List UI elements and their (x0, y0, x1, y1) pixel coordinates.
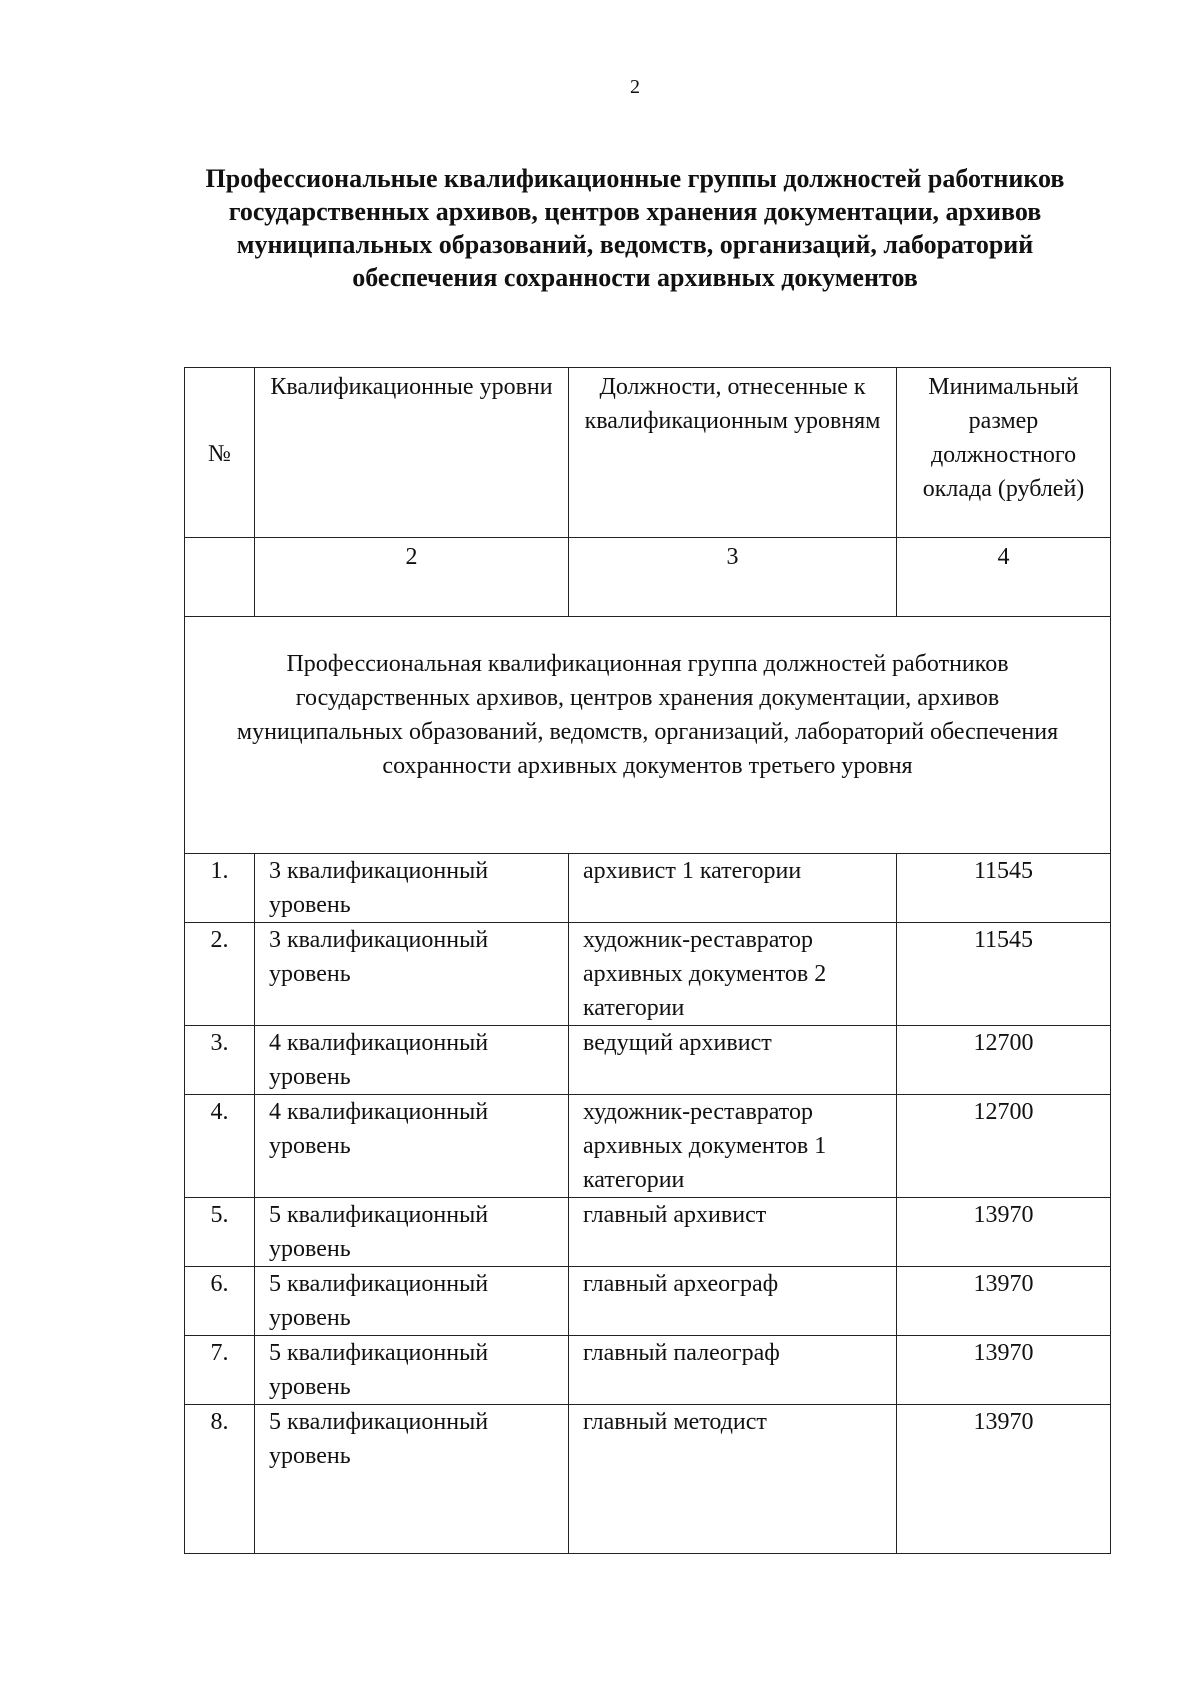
row-number-cell (185, 1267, 255, 1336)
qualification-level-cell (255, 1198, 569, 1267)
table-row (185, 1026, 1111, 1095)
table-row (185, 1405, 1111, 1554)
position-name: архивист 1 категории (583, 858, 802, 884)
row-number-cell (185, 923, 255, 1026)
header-levels (255, 368, 569, 538)
group-title-cell (185, 617, 1111, 854)
salary-value-cell (897, 1026, 1111, 1095)
column-number-2 (255, 538, 569, 617)
salary-value-cell (897, 1095, 1111, 1198)
qualification-level-cell (255, 1095, 569, 1198)
column-number-row (185, 538, 1111, 617)
position-name: художник-реставратор архивных документов 1 категории (583, 1099, 827, 1193)
salary-value-cell (897, 1198, 1111, 1267)
position-name-cell (569, 1198, 897, 1267)
column-number-4-label: 4 (997, 544, 1010, 570)
header-number (185, 368, 255, 538)
column-number-1-label (185, 538, 254, 540)
column-number-3 (569, 538, 897, 617)
column-number-3-label: 3 (726, 544, 739, 570)
position-name: главный методист (583, 1409, 767, 1435)
row-number-cell (185, 1336, 255, 1405)
qualification-level: 5 квалификационный уровень (269, 1202, 489, 1262)
page-number: 2 (630, 76, 640, 98)
qualification-level-cell (255, 1336, 569, 1405)
qualification-level-cell (255, 923, 569, 1026)
document-title: Профессиональные квалификационные группы должностей работников государственных архивов, центров хранения документации, архивов муниципальных образований, ведомств, организаций, лабораторий обеспечения сохранности архивных документов (205, 164, 1065, 292)
table-row (185, 1198, 1111, 1267)
position-name: ведущий архивист (583, 1030, 772, 1056)
row-number: 5. (210, 1202, 229, 1228)
row-number: 6. (210, 1271, 229, 1297)
salary-value: 11545 (973, 927, 1034, 953)
row-number: 4. (210, 1099, 229, 1125)
salary-value-cell (897, 923, 1111, 1026)
row-number: 7. (210, 1340, 229, 1366)
group-title-row (185, 617, 1111, 854)
table-row (185, 1267, 1111, 1336)
header-salary (897, 368, 1111, 538)
qualification-level: 5 квалификационный уровень (269, 1271, 489, 1331)
qualification-level-cell (255, 1405, 569, 1554)
qualification-level: 4 квалификационный уровень (269, 1099, 489, 1159)
row-number: 8. (210, 1409, 229, 1435)
position-name-cell (569, 1026, 897, 1095)
table-row (185, 923, 1111, 1026)
position-name-cell (569, 1336, 897, 1405)
header-number-label: № (208, 440, 231, 467)
salary-table (184, 367, 1111, 1554)
position-name: художник-реставратор архивных документов 2 категории (583, 927, 827, 1021)
header-salary-label: Минимальный размер должностного оклада (рублей) (922, 374, 1085, 502)
salary-value: 12700 (973, 1030, 1034, 1056)
position-name-cell (569, 1405, 897, 1554)
row-number-cell (185, 1405, 255, 1554)
header-positions-label: Должности, отнесенные к квалификационным уровням (584, 374, 881, 434)
qualification-level: 5 квалификационный уровень (269, 1409, 489, 1469)
salary-value: 13970 (973, 1271, 1034, 1297)
salary-value-cell (897, 1336, 1111, 1405)
position-name-cell (569, 1267, 897, 1336)
salary-value: 11545 (973, 858, 1034, 884)
row-number-cell (185, 1198, 255, 1267)
salary-value: 13970 (973, 1409, 1034, 1435)
salary-value: 13970 (973, 1202, 1034, 1228)
header-positions (569, 368, 897, 538)
table-body (185, 854, 1111, 1554)
qualification-level-cell (255, 1267, 569, 1336)
header-levels-label: Квалификационные уровни (270, 374, 553, 400)
salary-value-cell (897, 854, 1111, 923)
row-number-cell (185, 854, 255, 923)
position-name: главный палеограф (583, 1340, 780, 1366)
row-number: 3. (210, 1030, 229, 1056)
qualification-level-cell (255, 1026, 569, 1095)
qualification-level: 3 квалификационный уровень (269, 927, 489, 987)
position-name-cell (569, 854, 897, 923)
position-name-cell (569, 1095, 897, 1198)
table-header-row (185, 368, 1111, 538)
table-row (185, 1336, 1111, 1405)
salary-value-cell (897, 1405, 1111, 1554)
row-number: 1. (210, 858, 229, 884)
position-name: главный архивист (583, 1202, 767, 1228)
qualification-level-cell (255, 854, 569, 923)
salary-value-cell (897, 1267, 1111, 1336)
table-row (185, 854, 1111, 923)
position-name: главный археограф (583, 1271, 779, 1297)
row-number: 2. (210, 927, 229, 953)
salary-value: 12700 (973, 1099, 1034, 1125)
salary-value: 13970 (973, 1340, 1034, 1366)
group-title: Профессиональная квалификационная группа должностей работников государственных архивов, центров хранения документации, архивов муниципальных образований, ведомств, организаций, лабораторий обеспечения сохранности архивных документов третьего уровня (236, 651, 1059, 779)
row-number-cell (185, 1095, 255, 1198)
table-row (185, 1095, 1111, 1198)
qualification-level: 3 квалификационный уровень (269, 858, 489, 918)
qualification-level: 5 квалификационный уровень (269, 1340, 489, 1400)
column-number-4 (897, 538, 1111, 617)
qualification-level: 4 квалификационный уровень (269, 1030, 489, 1090)
row-number-cell (185, 1026, 255, 1095)
column-number-1 (185, 538, 255, 617)
position-name-cell (569, 923, 897, 1026)
column-number-2-label: 2 (405, 544, 418, 570)
